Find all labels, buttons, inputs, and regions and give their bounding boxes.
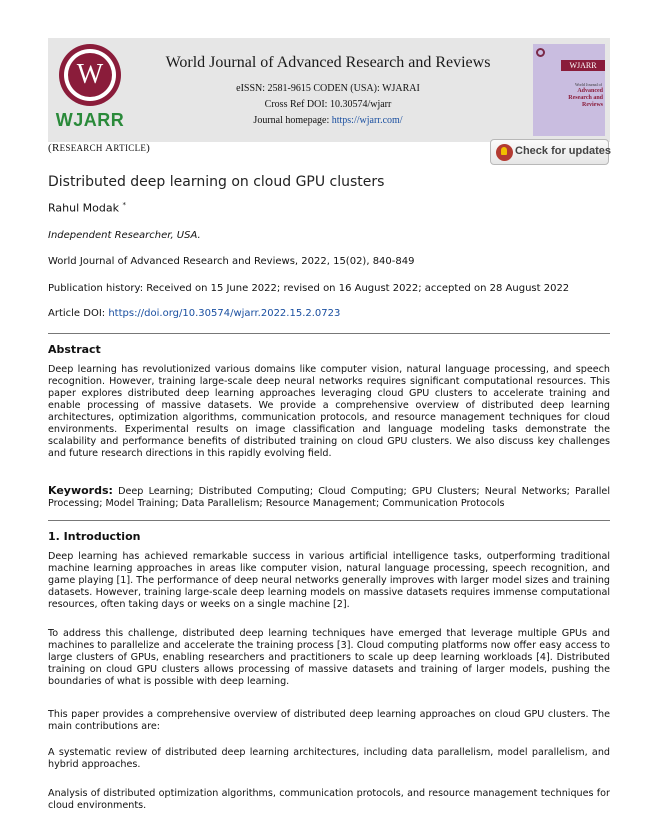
- intro-paragraph-1: Deep learning has achieved remarkable success in various artificial intelligence tasks, outperforming traditional machine learning approaches in areas like computer vision, natural language processing, speech recognition, and game playing [1]. The performance of deep neural networks generally improves with larger model sizes and training datasets. However, training large-scale deep learning models on massive datasets requires immense computational resources, often taking days or weeks on a single machine [2].: [48, 551, 610, 610]
- affiliation: Independent Researcher, USA.: [48, 230, 201, 241]
- divider: [48, 520, 610, 521]
- citation: World Journal of Advanced Research and Reviews, 2022, 15(02), 840-849: [48, 256, 415, 267]
- cover-emblem-icon: [536, 48, 545, 57]
- intro-paragraph-5: Analysis of distributed optimization algorithms, communication protocols, and resource management techniques for cloud environments.: [48, 788, 610, 811]
- keywords: [48, 485, 610, 510]
- journal-cover-thumbnail: [533, 44, 605, 136]
- abstract-text: Deep learning has revolutionized various domains like computer vision, natural language processing, and speech recognition. However, training large-scale deep neural networks requires significant computational resources. This paper explores distributed deep learning approaches leveraging cloud GPU clusters to accelerate training and enable processing of massive datasets. We provide a comprehensive overview of distributed deep learning architectures, optimization algorithms, communication protocols, and resource management techniques for cloud environments. Experimental results on image classification and language modeling tasks demonstrate the scalability and performance benefits of distributed training on cloud GPU clusters. We also discuss key challenges and future research directions in this rapidly evolving field.: [48, 364, 610, 459]
- intro-paragraph-4: A systematic review of distributed deep learning architectures, including data parallelism, model parallelism, and hybrid approaches.: [48, 747, 610, 770]
- homepage-link[interactable]: https://wjarr.com/: [331, 115, 403, 126]
- crossref-line: Cross Ref DOI: 10.30574/wjarr: [264, 99, 392, 110]
- intro-paragraph-3: This paper provides a comprehensive overview of distributed deep learning approaches on cloud GPU clusters. The main contributions are:: [48, 709, 610, 732]
- journal-title: World Journal of Advanced Research and Reviews: [165, 54, 491, 71]
- divider: [48, 333, 610, 334]
- introduction-heading: 1. Introduction: [48, 530, 141, 543]
- logo-letter: W: [68, 53, 112, 97]
- intro-paragraph-2: To address this challenge, distributed deep learning techniques have emerged that leverage multiple GPUs and machines to parallelize and accelerate the training process [3]. Cloud computing platforms now offer easy access to large clusters of GPUs, enabling researchers and practitioners to scale up deep learning workloads [4]. Distributed training on cloud GPU clusters allows processing of massive datasets and training of larger models, pushing the boundaries of what is possible with deep learning.: [48, 628, 610, 687]
- cover-title: Advanced Research and Reviews: [568, 88, 603, 108]
- journal-header: [48, 38, 610, 142]
- check-for-updates-button[interactable]: [490, 139, 609, 165]
- publication-history: Publication history: Received on 15 June 2022; revised on 16 August 2022; accepted on 28 August 2022: [48, 283, 570, 294]
- paper-title: Distributed deep learning on cloud GPU clusters: [48, 174, 385, 190]
- abstract-heading: Abstract: [48, 343, 101, 356]
- cover-subtitle: World Journal of: [575, 82, 603, 87]
- logo-ring: [59, 44, 121, 106]
- article-doi: Article DOI: https://doi.org/10.30574/wjarr.2022.15.2.0723: [48, 308, 341, 319]
- doi-link[interactable]: https://doi.org/10.30574/wjarr.2022.15.2.0723: [108, 308, 341, 319]
- wjarr-logo: [55, 44, 125, 136]
- issn-line: eISSN: 2581-9615 CODEN (USA): WJARAI: [236, 83, 420, 94]
- homepage-line: Journal homepage: https://wjarr.com/: [253, 115, 403, 126]
- check-for-updates-label: Check for updates: [515, 145, 611, 157]
- logo-name: WJARR: [55, 110, 125, 130]
- corresponding-author-mark: *: [122, 201, 126, 209]
- journal-info: [148, 54, 508, 129]
- keywords-list: Deep Learning; Distributed Computing; Cloud Computing; GPU Clusters; Neural Networks; Parallel Processing; Model Training; Data Parallelism; Resource Management; Communication Protocols: [48, 486, 610, 509]
- author: Rahul Modak *: [48, 201, 126, 215]
- article-type: (RESEARCH ARTICLE): [48, 142, 151, 154]
- cover-band: WJARR: [561, 60, 605, 71]
- keywords-label: Keywords:: [48, 484, 113, 497]
- crossmark-icon: [496, 144, 513, 161]
